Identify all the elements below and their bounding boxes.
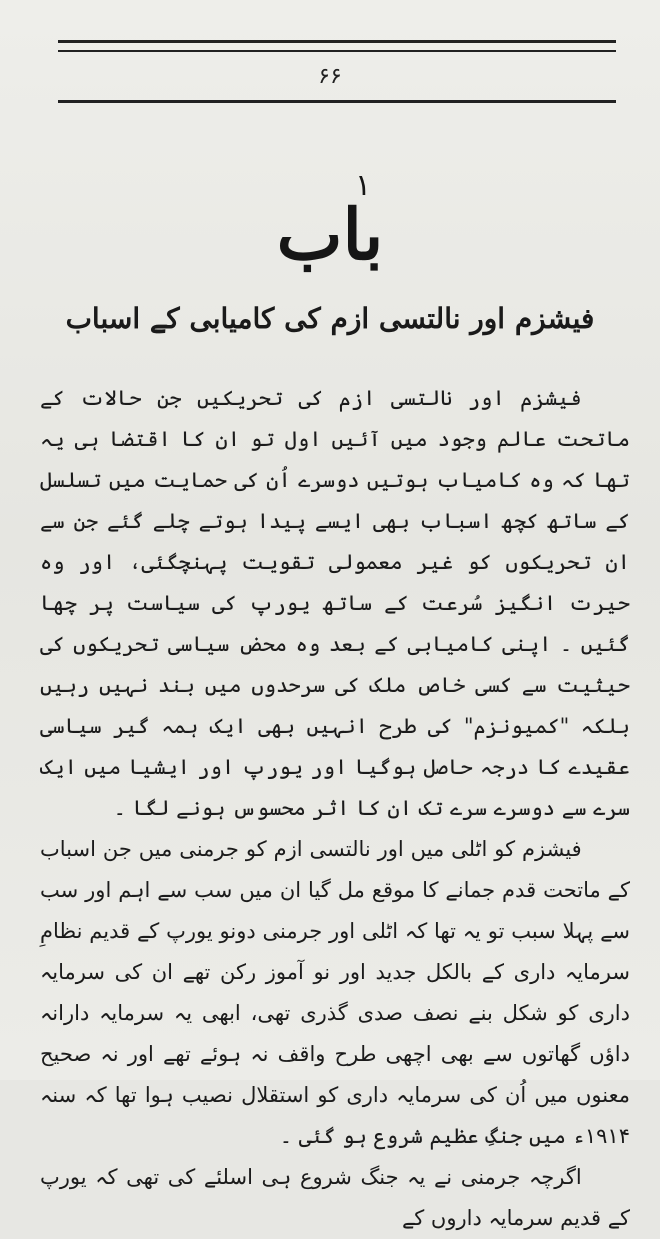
paragraph: اگرچہ جرمنی نے یہ جنگ شروع ہی اسلئے کی تھی کہ یورپ کے قدیم سرمایہ داروں کے [40, 1165, 630, 1230]
page-number: ۶۶ [318, 64, 342, 89]
paragraph: فیشزم کو اٹلی میں اور نالتسی ازم کو جرمنی میں جن اسباب کے ماتحت قدم جمانے کا موقع مل گیا ان میں سب سے اہم اور سب سے پہلا سبب تو یہ تھا کہ اٹلی اور جرمنی دونو یورپ کے قدیم نظامِ سرمایہ داری کے بالکل جدید اور نو آموز رکن تھے ان کی سرمایہ داری کو شکل بنے نصف صدی گذری تھی، ابھی یہ سرمایہ دارانہ داؤں گھاتوں سے بھی اچھی طرح واقف نہ ہوئے تھے اور نہ صحیح معنوں میں اُن کی سرمایہ داری کو استقلال نصیب ہوا تھا کہ سنہ ۱۹۱۴ء میں جنگِ عظیم شروع ہو گئی ۔ [40, 837, 630, 1148]
chapter-heading: باب [276, 193, 384, 276]
paragraph: فیشزم اور نالتسی ازم کی تحریکیں جن حالات کے ماتحت عالم وجود میں آئیں اول تو ان کا اقتضا ہی یہ تھا کہ وہ کامیاب ہوتیں دوسرے اُن کی حمایت میں تسلسل کے ساتھ کچھ اسباب بھی ایسے پیدا ہوتے چلے گئے جن سے ان تحریکوں کو غیر معمولی تقویت پہنچگئی، اور وہ حیرت انگیز سُرعت کے ساتھ یورپ کی سیاست پر چھا گئیں ۔ اپنی کامیابی کے بعد وہ محض سیاسی تحریکوں کی حیثیت سے کسی خاص ملک کی سرحدوں میں بند نہیں رہیں بلکہ "کمیونزم" کی طرح انہیں بھی ایک ہمہ گیر سیاسی عقیدے کا درجہ حاصل ہوگیا اور یورپ اور ایشیا میں ایک سرے سے دوسرے سرے تک ان کا اثر محسوس ہونے لگا ۔ [40, 386, 630, 820]
body-text [40, 378, 630, 1239]
top-rule-inner [58, 50, 616, 52]
chapter-title: فیشزم اور نالتسی ازم کی کامیابی کے اسباب [65, 302, 595, 335]
header-rule [58, 100, 616, 103]
chapter-number: ۱ [355, 168, 372, 203]
top-rule [58, 40, 616, 43]
